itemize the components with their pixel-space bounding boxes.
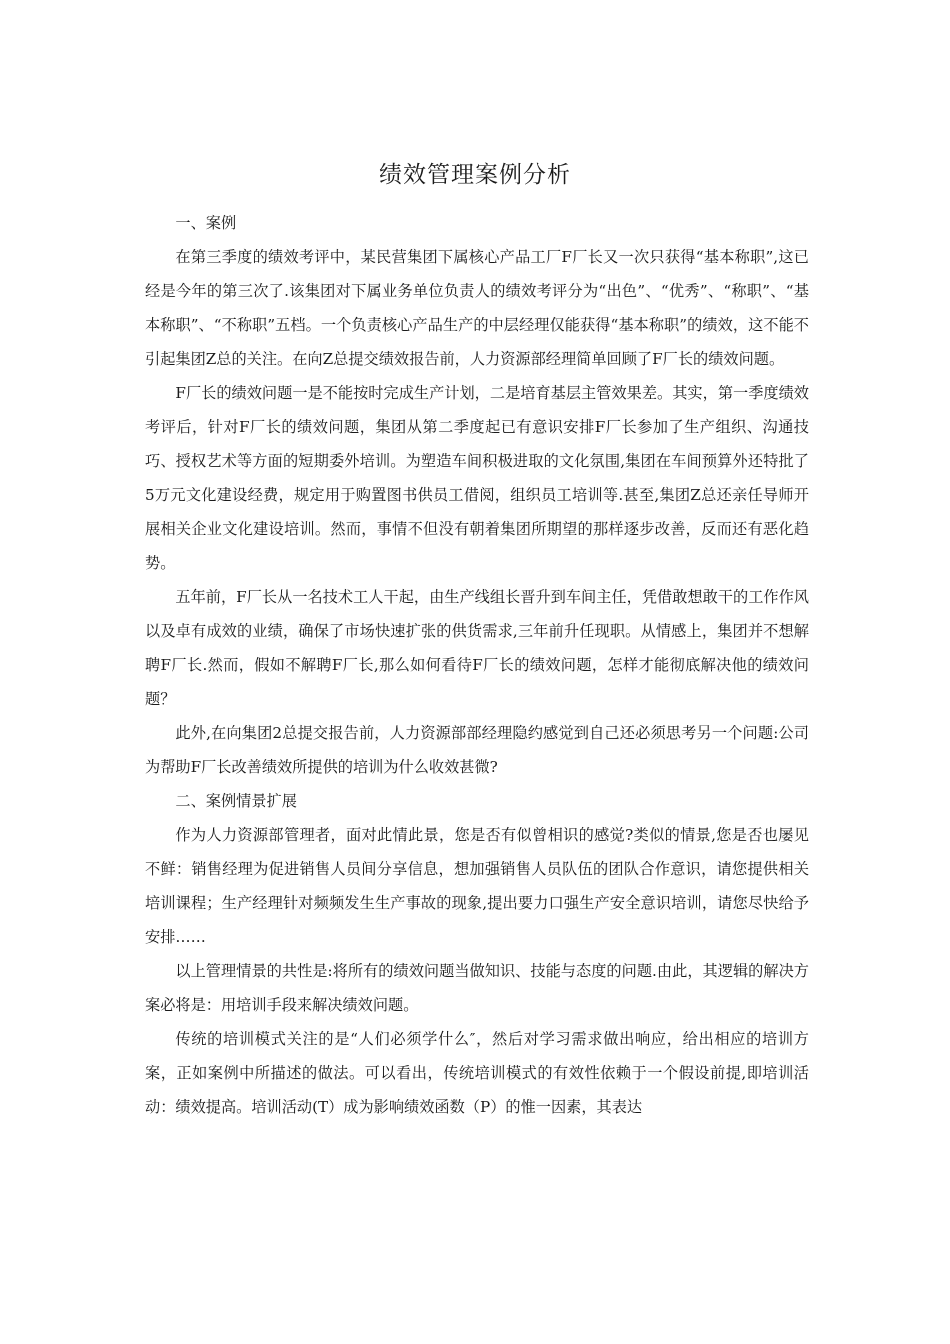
document-body — [145, 206, 809, 1124]
paragraph: 传统的培训模式关注的是“人们必须学什么″，然后对学习需求做出响应，给出相应的培训方案，正如案例中所描述的做法。可以看出，传统培训模式的有效性依赖于一个假设前提,即培训活动：绩效提高。培训活动(T）成为影响绩效函数（P）的惟一因素，其表达 — [145, 1030, 809, 1116]
paragraph: 此外,在向集团2总提交报告前，人力资源部部经理隐约感觉到自己还必须思考另一个问题:公司为帮助F厂长改善绩效所提供的培训为什么收效甚微? — [145, 724, 809, 776]
document-title: 绩效管理案例分析 — [379, 162, 571, 188]
section-heading-extension: 二、案例情景扩展 — [175, 792, 297, 810]
paragraph: 五年前，F厂长从一名技术工人干起，由生产线组长晋升到车间主任，凭借敢想敢干的工作作风以及卓有成效的业绩，确保了市场快速扩张的供货需求,三年前升任现职。从情感上，集团并不想解聘F厂长.然而，假如不解聘F厂长,那么如何看待F厂长的绩效问题，怎样才能彻底解决他的绩效问题？ — [145, 588, 809, 708]
paragraph: F厂长的绩效问题一是不能按时完成生产计划，二是培育基层主管效果差。其实，第一季度绩效考评后，针对F厂长的绩效问题，集团从第二季度起已有意识安排F厂长参加了生产组织、沟通技巧、授权艺术等方面的短期委外培训。为塑造车间积极进取的文化氛围,集团在车间预算外还特批了5万元文化建设经费，规定用于购置图书供员工借阅，组织员工培训等.甚至,集团Z总还亲任导师开展相关企业文化建设培训。然而，事情不但没有朝着集团所期望的那样逐步改善，反而还有恶化趋势。 — [145, 384, 809, 572]
section-heading-case: 一、案例 — [175, 214, 237, 232]
paragraph: 作为人力资源部管理者，面对此情此景，您是否有似曾相识的感觉?类似的情景,您是否也屡见不鲜：销售经理为促进销售人员间分享信息，想加强销售人员队伍的团队合作意识，请您提供相关培训课程；生产经理针对频频发生生产事故的现象,提出要力口强生产安全意识培训，请您尽快给予安排…… — [145, 826, 809, 946]
paragraph: 以上管理情景的共性是:将所有的绩效问题当做知识、技能与态度的问题.由此，其逻辑的解决方案必将是：用培训手段来解决绩效问题。 — [145, 962, 809, 1014]
paragraph: 在第三季度的绩效考评中，某民营集团下属核心产品工厂F厂长又一次只获得“基本称职”,这已经是今年的第三次了.该集团对下属业务单位负责人的绩效考评分为“出色”、“优秀”、“称职”、“基本称职”、“不称职”五档。一个负责核心产品生产的中层经理仅能获得“基本称职”的绩效，这不能不引起集团Z总的关注。在向Z总提交绩效报告前，人力资源部经理简单回顾了F厂长的绩效问题。 — [145, 248, 809, 368]
